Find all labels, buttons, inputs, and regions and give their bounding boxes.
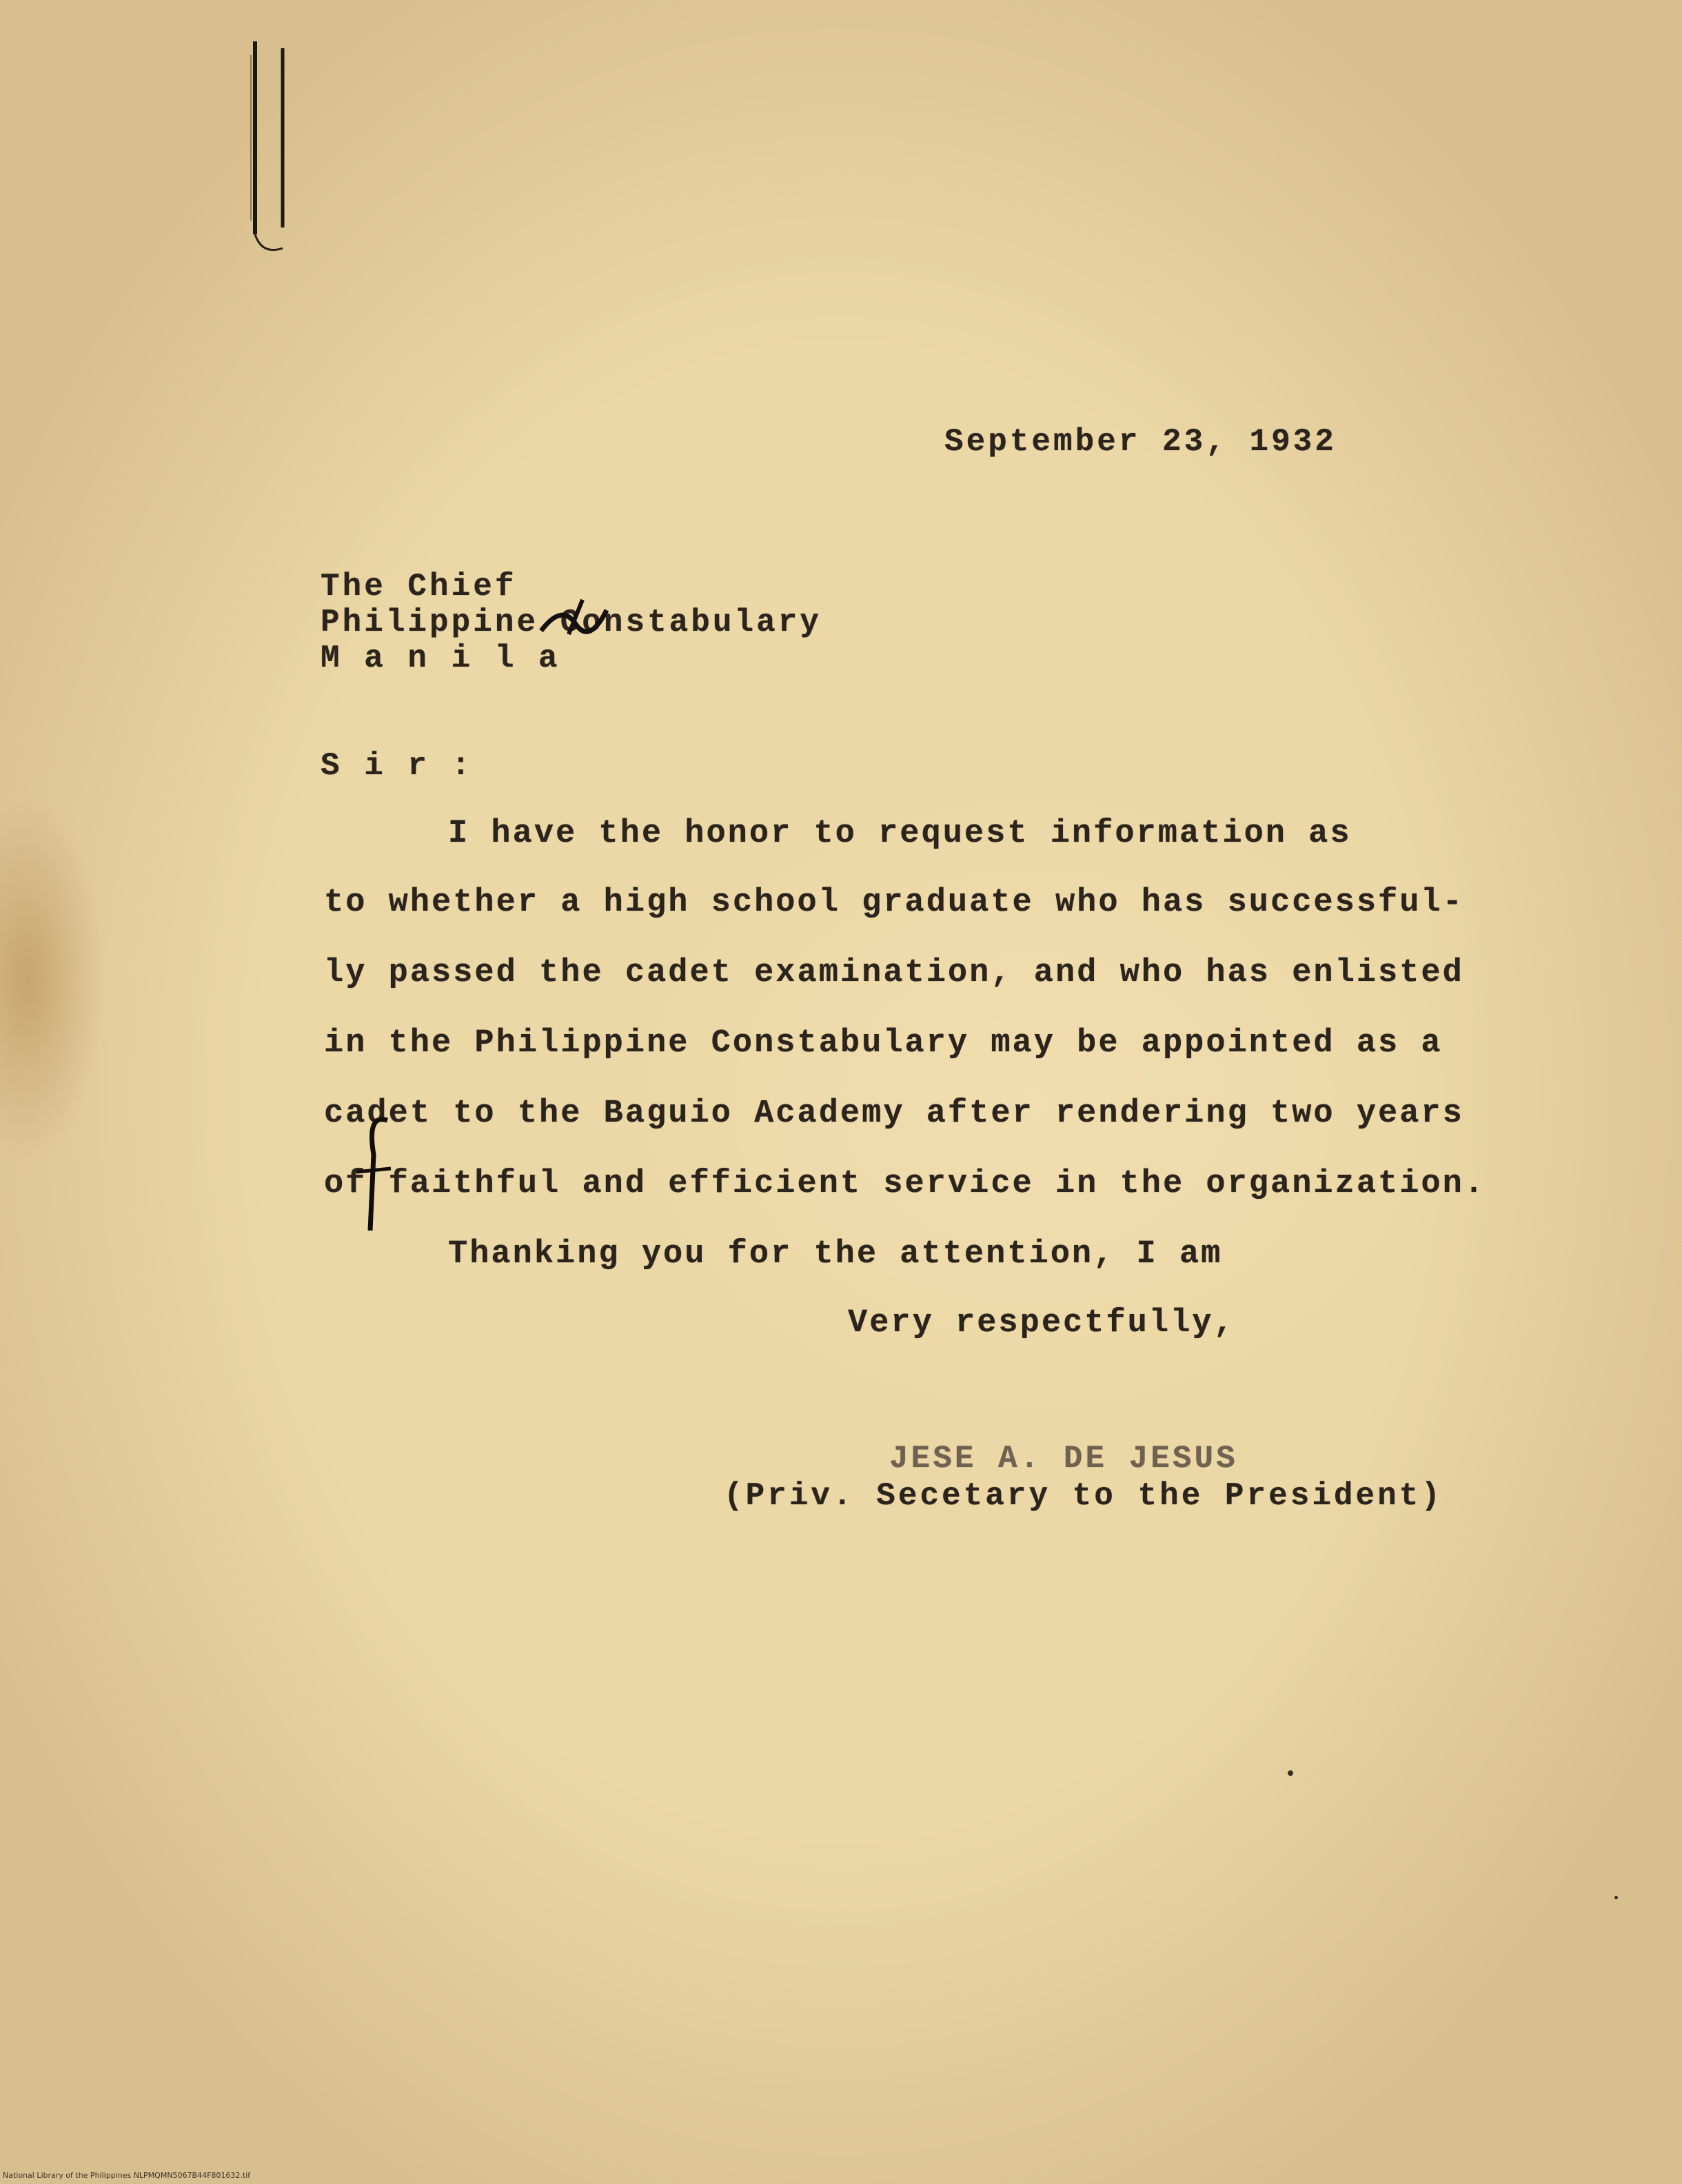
body-line-1: I have the honor to request information as xyxy=(448,816,1352,852)
salutation: S i r : xyxy=(321,748,474,784)
ink-speck xyxy=(1288,1770,1293,1776)
recipient-title: The Chief xyxy=(321,569,517,605)
letter-date: September 23, 1932 xyxy=(944,424,1337,460)
recipient-city: M a n i l a xyxy=(321,640,560,676)
complimentary-close: Very respectfully, xyxy=(848,1305,1235,1342)
signer-name: JESE A. DE JESUS xyxy=(889,1441,1238,1477)
ink-speck xyxy=(1614,1896,1618,1899)
handwritten-f-mark-icon xyxy=(353,1113,394,1237)
body-line-5: cadet to the Baguio Academy after rendering two years xyxy=(324,1095,1464,1132)
signer-title: (Priv. Secetary to the President) xyxy=(724,1478,1443,1514)
closing-line: Thanking you for the attention, I am xyxy=(448,1236,1223,1273)
handwritten-correction-icon xyxy=(534,596,610,638)
recipient-organization: Philippine Constabulary xyxy=(321,605,822,640)
body-line-2: to whether a high school graduate who has successful- xyxy=(324,884,1464,921)
body-line-4: in the Philippine Constabulary may be appointed as a xyxy=(324,1025,1443,1062)
staple-mark-icon xyxy=(241,28,303,255)
body-line-6: of faithful and efficient service in the organization. xyxy=(324,1166,1486,1202)
archive-footer: National Library of the Philippines NLPMQMN5067B44F801632.tif xyxy=(3,2171,251,2180)
body-line-3: ly passed the cadet examination, and who has enlisted xyxy=(324,955,1464,991)
